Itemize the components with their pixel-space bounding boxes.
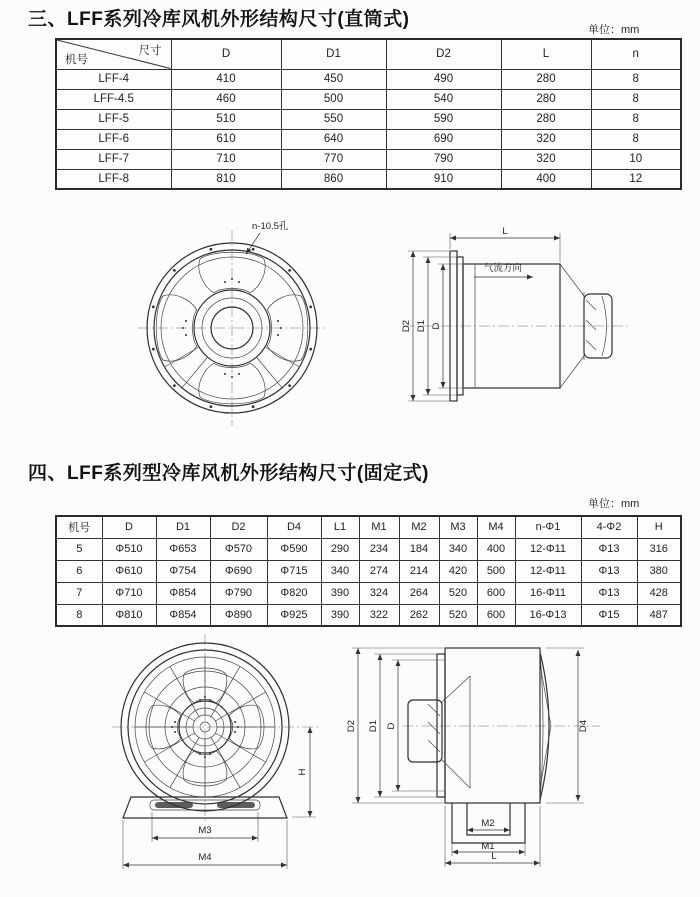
table-cell: 600	[477, 582, 515, 604]
table-row	[56, 538, 681, 560]
table-cell: Φ610	[102, 560, 156, 582]
column-header: 4-Φ2	[581, 516, 637, 538]
table-row	[56, 89, 681, 109]
table-cell: 184	[399, 538, 439, 560]
table-cell: 400	[477, 538, 515, 560]
column-header: n	[591, 39, 681, 69]
dim-label-l: L	[491, 851, 497, 862]
section2-title: 四、LFF系列型冷库风机外形结构尺寸(固定式)	[28, 463, 429, 484]
table-row	[56, 169, 681, 189]
table-cell: 280	[501, 89, 591, 109]
table-cell: 264	[399, 582, 439, 604]
table-cell: 810	[171, 169, 281, 189]
table-cell: 640	[281, 129, 386, 149]
table-cell: Φ925	[267, 604, 321, 626]
column-header: D2	[386, 39, 501, 69]
table-cell: 710	[171, 149, 281, 169]
table-header-row	[56, 516, 681, 538]
column-header: 机号	[56, 516, 102, 538]
straight-fan-front-view-drawing	[115, 200, 385, 445]
table-cell: Φ13	[581, 538, 637, 560]
table-header-row	[56, 39, 681, 69]
straight-fan-side-view-drawing	[395, 200, 690, 445]
dim-label-h: H	[297, 768, 308, 776]
airflow-direction-label: 气流方向	[483, 263, 523, 274]
model-cell: LFF-5	[56, 109, 171, 129]
table-cell: Φ854	[156, 582, 210, 604]
table-cell: Φ13	[581, 582, 637, 604]
column-header: L	[501, 39, 591, 69]
table-cell: Φ820	[267, 582, 321, 604]
table-cell: Φ854	[156, 604, 210, 626]
column-header: D1	[281, 39, 386, 69]
table-cell: 262	[399, 604, 439, 626]
fixed-type-dimension-table	[55, 515, 682, 627]
fixed-fan-side-view-drawing	[330, 632, 630, 895]
section2-unit-label: 单位：mm	[588, 498, 640, 510]
section1-title: 三、LFF系列冷库风机外形结构尺寸(直筒式)	[28, 9, 410, 30]
table-row	[56, 69, 681, 89]
column-header: M3	[439, 516, 477, 538]
table-cell: 600	[477, 604, 515, 626]
table-cell: 860	[281, 169, 386, 189]
table-cell: Φ590	[267, 538, 321, 560]
table-row	[56, 560, 681, 582]
table-cell: 16-Φ13	[515, 604, 581, 626]
table-cell: 428	[637, 582, 681, 604]
table-cell: 280	[501, 109, 591, 129]
table-cell: 390	[321, 582, 359, 604]
dim-label-d: D	[386, 722, 397, 730]
column-header: M4	[477, 516, 515, 538]
table-row	[56, 109, 681, 129]
table-cell: 420	[439, 560, 477, 582]
table-cell: 5	[56, 538, 102, 560]
table-row	[56, 604, 681, 626]
dim-label-d2: D2	[346, 719, 357, 733]
model-cell: LFF-4	[56, 69, 171, 89]
dim-label-d1: D1	[416, 319, 427, 333]
table-cell: 487	[637, 604, 681, 626]
table-cell: 690	[386, 129, 501, 149]
table-row	[56, 582, 681, 604]
model-cell: LFF-4.5	[56, 89, 171, 109]
table-cell: 8	[591, 109, 681, 129]
table-cell: Φ754	[156, 560, 210, 582]
table-cell: 8	[56, 604, 102, 626]
table-cell: 280	[501, 69, 591, 89]
table-cell: 490	[386, 69, 501, 89]
table-cell: Φ710	[102, 582, 156, 604]
table-cell: 910	[386, 169, 501, 189]
dim-label-d4: D4	[578, 719, 589, 733]
table-cell: 320	[501, 149, 591, 169]
table-row	[56, 149, 681, 169]
table-cell: 324	[359, 582, 399, 604]
diagonal-header-cell	[56, 39, 171, 69]
guard-mesh	[135, 657, 275, 797]
table-cell: 410	[171, 69, 281, 89]
table-cell: 550	[281, 109, 386, 129]
dim-label-m2: M2	[481, 818, 495, 829]
motor-hub	[408, 676, 470, 788]
table-cell: Φ13	[581, 560, 637, 582]
table-cell: Φ715	[267, 560, 321, 582]
table-cell: Φ890	[210, 604, 267, 626]
table-cell: 520	[439, 582, 477, 604]
table-cell: 8	[591, 69, 681, 89]
column-header: H	[637, 516, 681, 538]
table-cell: Φ810	[102, 604, 156, 626]
section1-unit-label: 单位：mm	[588, 24, 640, 36]
table-cell: 400	[501, 169, 591, 189]
model-cell: LFF-6	[56, 129, 171, 149]
table-cell: 16-Φ11	[515, 582, 581, 604]
table-cell: Φ790	[210, 582, 267, 604]
table-cell: Φ653	[156, 538, 210, 560]
column-header: D1	[156, 516, 210, 538]
table-cell: 12-Φ11	[515, 560, 581, 582]
table-cell: 390	[321, 604, 359, 626]
table-cell: Φ570	[210, 538, 267, 560]
table-cell: 540	[386, 89, 501, 109]
table-cell: 8	[591, 129, 681, 149]
table-cell: 520	[439, 604, 477, 626]
table-cell: 316	[637, 538, 681, 560]
table-cell: 320	[501, 129, 591, 149]
motor-hub	[560, 264, 612, 388]
table-cell: 290	[321, 538, 359, 560]
dim-label-d2: D2	[401, 319, 412, 333]
table-cell: 12	[591, 169, 681, 189]
table-cell: 460	[171, 89, 281, 109]
table-cell: 590	[386, 109, 501, 129]
table-cell: 10	[591, 149, 681, 169]
table-cell: 340	[321, 560, 359, 582]
table-cell: 6	[56, 560, 102, 582]
table-cell: 322	[359, 604, 399, 626]
dim-label-l: L	[502, 226, 508, 237]
table-cell: Φ15	[581, 604, 637, 626]
table-cell: 7	[56, 582, 102, 604]
table-cell: 340	[439, 538, 477, 560]
table-cell: 380	[637, 560, 681, 582]
column-header: M1	[359, 516, 399, 538]
column-header: D	[102, 516, 156, 538]
model-cell: LFF-8	[56, 169, 171, 189]
table-cell: 510	[171, 109, 281, 129]
straight-type-dimension-table	[55, 38, 682, 190]
table-cell: 500	[281, 89, 386, 109]
table-cell: 12-Φ11	[515, 538, 581, 560]
table-cell: 234	[359, 538, 399, 560]
table-cell: 610	[171, 129, 281, 149]
table-cell: 770	[281, 149, 386, 169]
table-cell: 500	[477, 560, 515, 582]
table-cell: 274	[359, 560, 399, 582]
table-cell: Φ690	[210, 560, 267, 582]
dim-label-d: D	[431, 322, 442, 330]
corner-label-model: 机号	[65, 53, 88, 66]
table-cell: 8	[591, 89, 681, 109]
model-cell: LFF-7	[56, 149, 171, 169]
column-header: D	[171, 39, 281, 69]
dim-label-m4: M4	[198, 852, 212, 863]
table-cell: Φ510	[102, 538, 156, 560]
column-header: L1	[321, 516, 359, 538]
table-cell: 790	[386, 149, 501, 169]
table-row	[56, 129, 681, 149]
column-header: D4	[267, 516, 321, 538]
dim-label-m3: M3	[198, 825, 212, 836]
column-header: M2	[399, 516, 439, 538]
corner-label-size: 尺寸	[138, 45, 162, 57]
hole-count-label: n-10.5孔	[252, 221, 289, 232]
table-cell: 450	[281, 69, 386, 89]
column-header: D2	[210, 516, 267, 538]
dim-label-d1: D1	[368, 719, 379, 733]
column-header: n-Φ1	[515, 516, 581, 538]
table-cell: 214	[399, 560, 439, 582]
fixed-fan-front-view-drawing	[90, 632, 345, 895]
dim-label-m1: M1	[481, 841, 495, 852]
